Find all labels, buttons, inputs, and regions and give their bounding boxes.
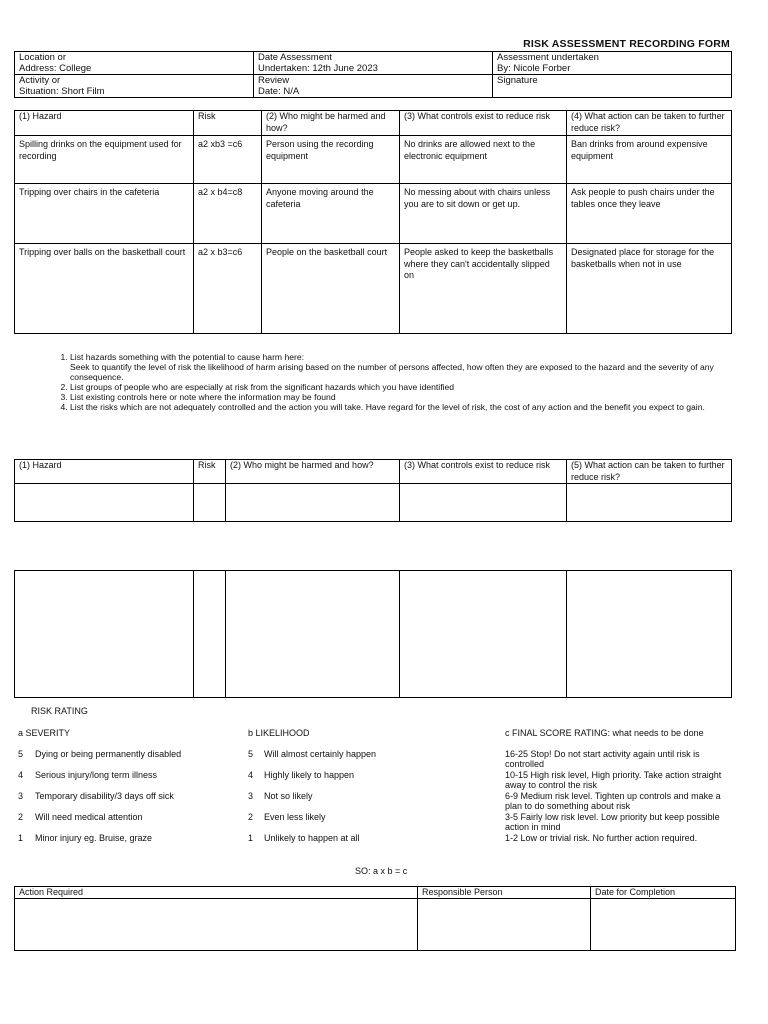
activity-label: Activity or xyxy=(19,75,61,86)
date-completion-cell[interactable] xyxy=(591,899,736,951)
table-row xyxy=(15,244,732,334)
risk-cell[interactable] xyxy=(194,571,226,698)
likelihood-number: 1 xyxy=(248,833,254,843)
severity-number: 4 xyxy=(18,770,24,780)
table-row xyxy=(15,484,732,522)
risk-header: Risk xyxy=(194,460,226,484)
date-completion-header: Date for Completion xyxy=(591,887,736,899)
hazard-cell: Tripping over balls on the basketball court xyxy=(15,244,194,334)
review-date-value: Date: N/A xyxy=(258,86,300,97)
action-cell[interactable] xyxy=(567,571,732,698)
severity-text: Will need medical attention xyxy=(35,812,143,822)
hazard-cell: Tripping over chairs in the cafeteria xyxy=(15,184,194,244)
who-cell[interactable] xyxy=(226,484,400,522)
final-score-item: 1-2 Low or trivial risk. No further action required. xyxy=(505,833,698,843)
severity-text: Temporary disability/3 days off sick xyxy=(35,791,174,801)
action-required-header: Action Required xyxy=(15,887,418,899)
action-cell: Ban drinks from around expensive equipment xyxy=(567,136,732,184)
likelihood-number: 4 xyxy=(248,770,254,780)
who-cell: People on the basketball court xyxy=(262,244,400,334)
action-cell[interactable] xyxy=(567,484,732,522)
controls-header: (3) What controls exist to reduce risk xyxy=(400,460,567,484)
severity-number: 5 xyxy=(18,749,24,759)
undertaken-value: Undertaken: 12th June 2023 xyxy=(258,63,378,74)
responsible-person-header: Responsible Person xyxy=(418,887,591,899)
hazard-cell[interactable] xyxy=(15,571,194,698)
hazard-table-2 xyxy=(14,459,732,522)
controls-cell[interactable] xyxy=(400,484,567,522)
date-cell xyxy=(254,52,493,75)
risk-cell[interactable] xyxy=(194,484,226,522)
activity-cell xyxy=(15,75,254,98)
hazard-header: (1) Hazard xyxy=(15,111,194,136)
controls-header: (3) What controls exist to reduce risk xyxy=(400,111,567,136)
action-cell: Designated place for storage for the basketballs when not in use xyxy=(567,244,732,334)
note-text: Seek to quantify the level of risk the likelihood of harm arising based on the number of persons affected, how often they are exposed to the hazard and the severity of any consequence. xyxy=(70,362,714,382)
likelihood-text: Not so likely xyxy=(264,791,313,801)
action-header: (4) What action can be taken to further reduce risk? xyxy=(567,111,732,136)
severity-title: a SEVERITY xyxy=(18,728,71,738)
note-item xyxy=(70,352,736,382)
responsible-person-cell[interactable] xyxy=(418,899,591,951)
who-header: (2) Who might be harmed and how? xyxy=(262,111,400,136)
risk-cell: a2 x b3=c6 xyxy=(194,244,262,334)
signature-cell xyxy=(493,75,732,98)
severity-text: Minor injury eg. Bruise, graze xyxy=(35,833,153,843)
severity-text: Dying or being permanently disabled xyxy=(35,749,182,759)
table-row xyxy=(15,136,732,184)
controls-cell: No messing about with chairs unless you are to sit down or get up. xyxy=(400,184,567,244)
final-score-item: 6-9 Medium risk level. Tighten up controls and make a plan to do something about risk xyxy=(505,791,721,811)
likelihood-number: 2 xyxy=(248,812,254,822)
note-item: 2. List groups of people who are especially at risk from the significant hazards which you have identified xyxy=(70,382,736,392)
risk-cell: a2 x b4=c8 xyxy=(194,184,262,244)
severity-text: Serious injury/long term illness xyxy=(35,770,158,780)
likelihood-text: Unlikely to happen at all xyxy=(264,833,360,843)
signature-label: Signature xyxy=(497,75,538,86)
final-score-item: 16-25 Stop! Do not start activity again until risk is controlled xyxy=(505,749,700,769)
hazard-cell: Spilling drinks on the equipment used for recording xyxy=(15,136,194,184)
assessment-label: Assessment undertaken xyxy=(497,52,599,63)
final-score-item: 10-15 High risk level, High priority. Take action straight away to control the risk xyxy=(505,770,722,790)
risk-header: Risk xyxy=(194,111,262,136)
risk-rating-title: RISK RATING xyxy=(31,706,88,716)
address-value: Address: College xyxy=(19,63,92,74)
who-header: (2) Who might be harmed and how? xyxy=(226,460,400,484)
info-table xyxy=(14,51,732,98)
instructions-list xyxy=(56,352,736,412)
final-score-item: 3-5 Fairly low risk level. Low priority but keep possible action in mind xyxy=(505,812,720,832)
action-header: (5) What action can be taken to further reduce risk? xyxy=(567,460,732,484)
action-cell: Ask people to push chairs under the tables once they leave xyxy=(567,184,732,244)
likelihood-text: Even less likely xyxy=(264,812,326,822)
review-label: Review xyxy=(258,75,290,86)
location-cell xyxy=(15,52,254,75)
location-label: Location or xyxy=(19,52,67,63)
likelihood-text: Highly likely to happen xyxy=(264,770,355,780)
likelihood-number: 5 xyxy=(248,749,254,759)
hazard-cell[interactable] xyxy=(15,484,194,522)
table-row xyxy=(15,184,732,244)
who-cell[interactable] xyxy=(226,571,400,698)
action-table xyxy=(14,886,736,951)
blank-hazard-table xyxy=(14,570,732,698)
formula: SO: a x b = c xyxy=(355,866,408,876)
risk-cell: a2 xb3 =c6 xyxy=(194,136,262,184)
date-label: Date Assessment xyxy=(258,52,332,63)
controls-cell[interactable] xyxy=(400,571,567,698)
note-item: 4. List the risks which are not adequately controlled and the action you will take. Have regard for the level of risk, the cost of any action and the benefit you expect to gain. xyxy=(70,402,736,412)
controls-cell: People asked to keep the basketballs where they can't accidentally slipped on xyxy=(400,244,567,334)
likelihood-title: b LIKELIHOOD xyxy=(248,728,310,738)
note-text: List hazards something with the potential to cause harm here: xyxy=(70,352,305,362)
action-required-cell[interactable] xyxy=(15,899,418,951)
hazard-table xyxy=(14,110,732,334)
severity-number: 1 xyxy=(18,833,24,843)
note-item: 3. List existing controls here or note where the information may be found xyxy=(70,392,736,402)
likelihood-number: 3 xyxy=(248,791,254,801)
situation-value: Situation: Short Film xyxy=(19,86,105,97)
review-cell xyxy=(254,75,493,98)
who-cell: Anyone moving around the cafeteria xyxy=(262,184,400,244)
form-title: RISK ASSESSMENT RECORDING FORM xyxy=(523,38,730,50)
severity-number: 3 xyxy=(18,791,24,801)
severity-number: 2 xyxy=(18,812,24,822)
controls-cell: No drinks are allowed next to the electronic equipment xyxy=(400,136,567,184)
final-score-title: c FINAL SCORE RATING: what needs to be done xyxy=(505,728,704,738)
who-cell: Person using the recording equipment xyxy=(262,136,400,184)
assessor-value: By: Nicole Forber xyxy=(497,63,571,74)
assessor-cell xyxy=(493,52,732,75)
hazard-header: (1) Hazard xyxy=(15,460,194,484)
likelihood-text: Will almost certainly happen xyxy=(264,749,377,759)
